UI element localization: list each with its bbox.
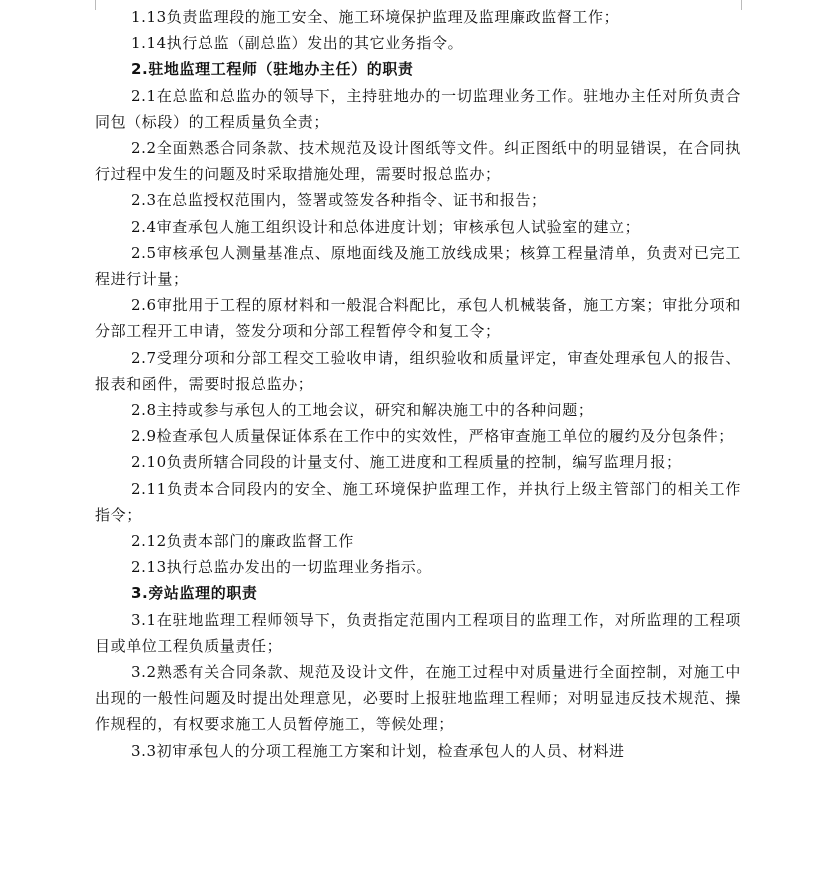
paragraph: 2.4审查承包人施工组织设计和总体进度计划；审核承包人试验室的建立； bbox=[131, 217, 641, 236]
paragraph: 3.2熟悉有关合同条款、规范及设计文件，在施工过程中对质量进行全面控制，对施工中出现的一般性问题及时提出处理意见，必要时上报驻地监理工程师；对明显违反技术规范、操作规程的，有权要求施工人员暂停施工，等候处理； bbox=[95, 663, 741, 734]
paragraph: 2.3在总监授权范围内，签署或签发各种指令、证书和报告； bbox=[131, 191, 547, 210]
section-heading: 3.旁站监理的职责 bbox=[131, 584, 258, 603]
document-body bbox=[95, 4, 741, 764]
margin-corner-mark-right bbox=[741, 0, 742, 10]
paragraph: 2.5审核承包人测量基准点、原地面线及施工放线成果；核算工程量清单，负责对已完工程进行计量； bbox=[95, 243, 741, 289]
paragraph: 2.7受理分项和分部工程交工验收申请，组织验收和质量评定，审查处理承包人的报告、报表和函件，需要时报总监办； bbox=[95, 348, 741, 393]
paragraph: 2.11负责本合同段内的安全、施工环境保护监理工作，并执行上级主管部门的相关工作指令； bbox=[95, 479, 741, 524]
paragraph: 3.1在驻地监理工程师领导下，负责指定范围内工程项目的监理工作，对所监理的工程项目或单位工程负质量责任； bbox=[95, 610, 741, 655]
paragraph: 3.3初审承包人的分项工程施工方案和计划，检查承包人的人员、材料进 bbox=[131, 741, 625, 760]
paragraph: 2.8主持或参与承包人的工地会议，研究和解决施工中的各种问题； bbox=[131, 401, 594, 420]
section-heading: 2.驻地监理工程师（驻地办主任）的职责 bbox=[131, 60, 414, 79]
paragraph: 1.13负责监理段的施工安全、施工环境保护监理及监理廉政监督工作； bbox=[131, 8, 620, 26]
paragraph: 2.10负责所辖合同段的计量支付、施工进度和工程质量的控制，编写监理月报； bbox=[131, 453, 682, 472]
paragraph: 2.9检查承包人质量保证体系在工作中的实效性，严格审查施工单位的履约及分包条件； bbox=[131, 427, 734, 446]
paragraph: 1.14执行总监（副总监）发出的其它业务指令。 bbox=[131, 34, 464, 53]
paragraph: 2.1在总监和总监办的领导下，主持驻地办的一切监理业务工作。驻地办主任对所负责合同包（标段）的工程质量负全责； bbox=[95, 86, 741, 131]
paragraph: 2.12负责本部门的廉政监督工作 bbox=[131, 532, 354, 551]
paragraph: 2.13执行总监办发出的一切监理业务指示。 bbox=[131, 558, 433, 577]
paragraph: 2.2全面熟悉合同条款、技术规范及设计图纸等文件。纠正图纸中的明显错误，在合同执行过程中发生的问题及时采取措施处理，需要时报总监办； bbox=[95, 139, 741, 184]
paragraph: 2.6审批用于工程的原材料和一般混合料配比，承包人机械装备，施工方案；审批分项和分部工程开工申请，签发分项和分部工程暂停令和复工令； bbox=[95, 296, 741, 341]
